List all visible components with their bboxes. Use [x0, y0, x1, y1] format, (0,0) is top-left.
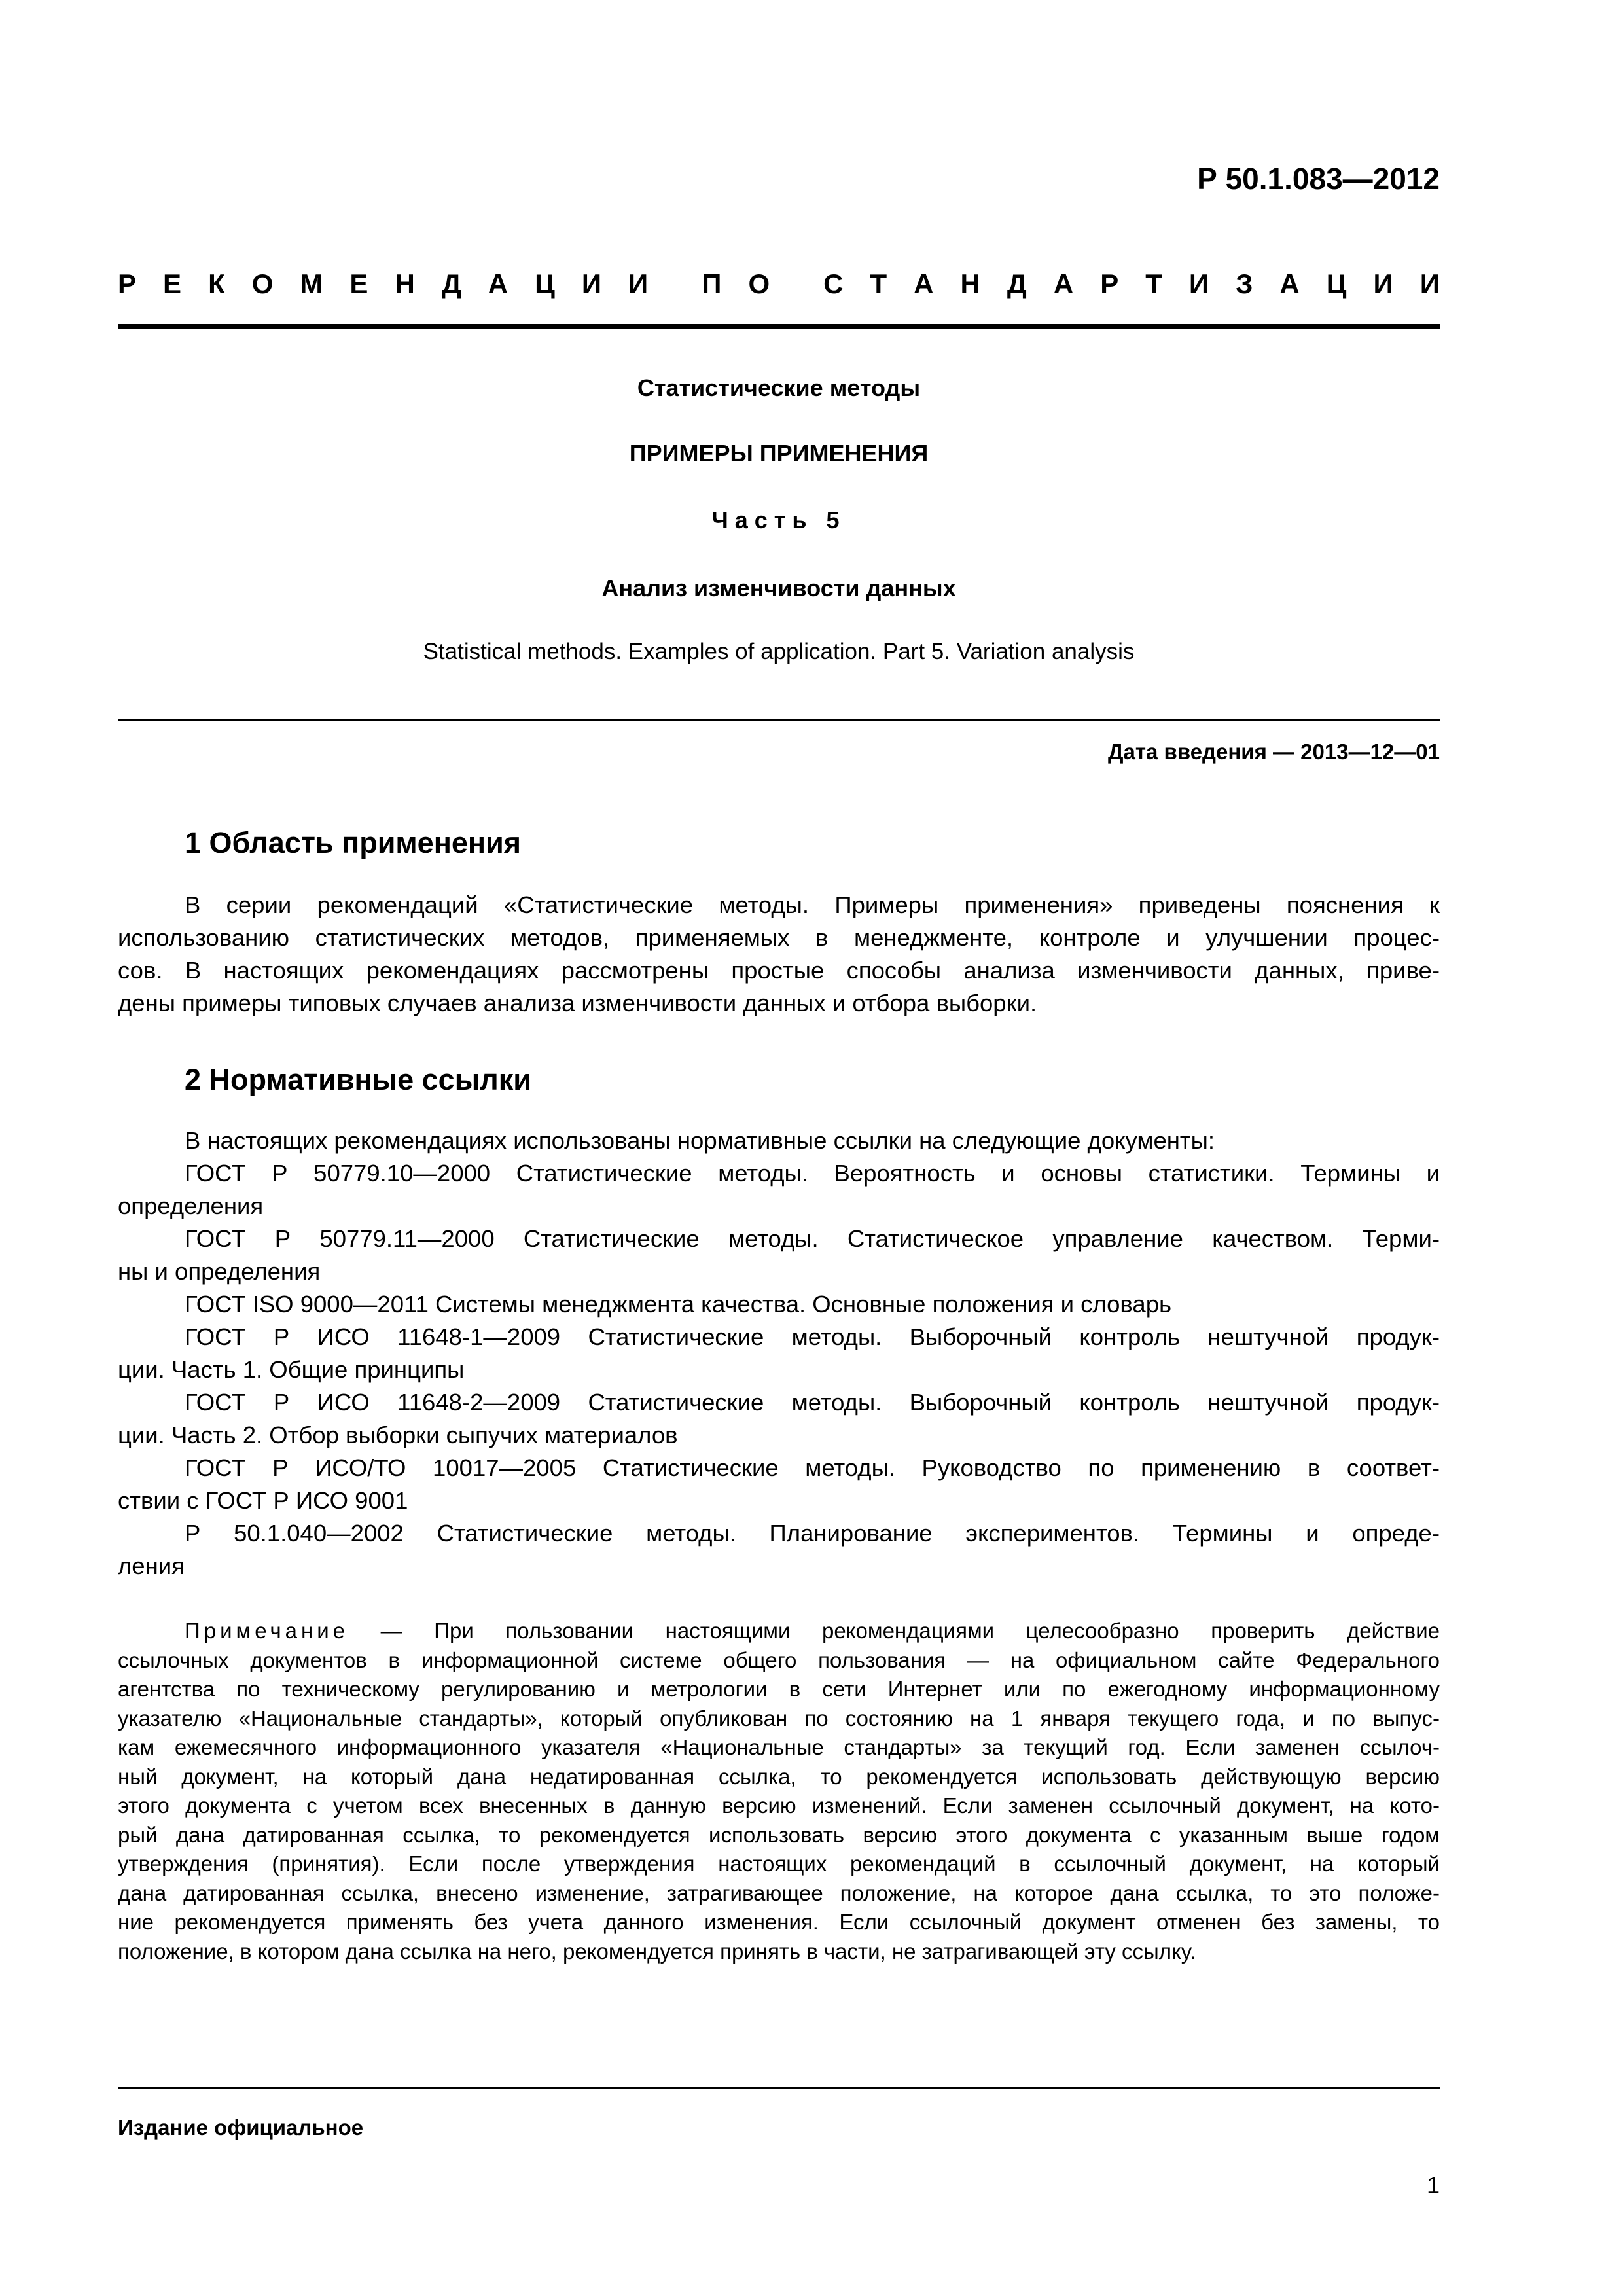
note-line: положение, в котором дана ссылка на него, рекомендуется принять в части, не затрагивающей эту ссылку. [118, 1939, 1196, 1964]
paragraph-line: дены примеры типовых случаев анализа изменчивости данных и отбора выборки. [118, 990, 1037, 1016]
title-english: Statistical methods. Examples of application. Part 5. Variation analysis [423, 639, 1135, 664]
reference-line: ГОСТ Р 50779.10—2000 Статистические методы. Вероятность и основы статистики. Термины и [185, 1160, 1440, 1187]
reference-line: ГОСТ Р ИСО/ТО 10017—2005 Статистические методы. Руководство по применению в соответ- [185, 1454, 1440, 1481]
series-title-letter: А [1279, 268, 1300, 299]
series-title-letter: Ц [1326, 268, 1347, 299]
reference-line: определения [118, 1193, 264, 1219]
note-line: указателю «Национальные стандарты», который опубликован по состоянию на 1 января текущего года, и по выпус- [118, 1706, 1440, 1731]
series-title-letter: О [748, 268, 770, 299]
series-title-letter: И [1188, 268, 1209, 299]
series-title-letter: И [1373, 268, 1393, 299]
series-title-letter: Р [1100, 268, 1119, 299]
title-line-1: Статистические методы [637, 374, 921, 401]
series-title-letter: К [208, 268, 225, 299]
series-title-letter: Т [1145, 268, 1162, 299]
reference-line: ГОСТ Р ИСО 11648-1—2009 Статистические методы. Выборочный контроль нештучной продук- [185, 1323, 1440, 1350]
paragraph-line: сов. В настоящих рекомендациях рассмотрены простые способы анализа изменчивости данных, приве- [118, 957, 1440, 984]
reference-line: ления [118, 1552, 185, 1579]
paragraph-line: использованию статистических методов, применяемых в менеджменте, контроле и улучшении процес- [118, 924, 1440, 951]
reference-line: ции. Часть 2. Отбор выборки сыпучих материалов [118, 1422, 678, 1448]
series-title-letter: А [1053, 268, 1074, 299]
footer-rule [118, 2087, 1440, 2089]
reference-line: ции. Часть 1. Общие принципы [118, 1356, 465, 1383]
series-title-letter: Т [870, 268, 887, 299]
reference-line: ГОСТ ISO 9000—2011 Системы менеджмента качества. Основные положения и словарь [185, 1291, 1172, 1318]
series-title-letter: Н [395, 268, 415, 299]
note-line: дана датированная ссылка, внесено изменение, затрагивающее положение, на которое дана ссылка, то это положе- [118, 1880, 1440, 1905]
series-title-letter: Е [349, 268, 368, 299]
edition-label: Издание официальное [118, 2115, 364, 2140]
header-rule [118, 324, 1440, 329]
note-first-line [118, 1617, 1440, 1646]
note-first-line-text: — При пользовании настоящими рекомендациями целесообразно проверить действие [349, 1619, 1440, 1643]
reference-line: ГОСТ Р ИСО 11648-2—2009 Статистические методы. Выборочный контроль нештучной продук- [185, 1389, 1440, 1416]
paragraph-line: В настоящих рекомендациях использованы нормативные ссылки на следующие документы: [185, 1127, 1215, 1154]
note-line: агентства по техническому регулированию и метрологии в сети Интернет или по ежегодному информационному [118, 1677, 1440, 1701]
series-title-letter: А [914, 268, 934, 299]
series-title-letter: Н [960, 268, 980, 299]
reference-line: ны и определения [118, 1258, 321, 1285]
note-line: кам ежемесячного информационного указателя «Национальные стандарты» за текущий год. Если заменен ссылоч- [118, 1735, 1440, 1759]
series-title-letter: М [300, 268, 323, 299]
note-line: ный документ, на который дана недатированная ссылка, то рекомендуется использовать действующую версию [118, 1764, 1440, 1789]
series-title-letter: Д [1007, 268, 1027, 299]
reference-line: ГОСТ Р 50779.11—2000 Статистические методы. Статистическое управление качеством. Терми- [185, 1225, 1440, 1252]
series-title-letter: Р [118, 268, 137, 299]
note-line: этого документа с учетом всех внесенных в данную версию изменений. Если заменен ссылочный документ, на кото- [118, 1793, 1440, 1818]
note-block [118, 1617, 1440, 1966]
series-title-letter: Е [163, 268, 182, 299]
series-title-letter: И [1419, 268, 1440, 299]
note-line: ссылочных документов в информационной системе общего пользования — на официальном сайте Федерального [118, 1647, 1440, 1672]
paragraph-line: В серии рекомендаций «Статистические методы. Примеры применения» приведены пояснения к [185, 891, 1440, 918]
series-title-letter: Ц [535, 268, 555, 299]
note-line: ние рекомендуется применять без учета данного изменения. Если ссылочный документ отменен без замены, то [118, 1910, 1440, 1934]
section-1-body [118, 889, 1440, 1020]
series-title-letter: З [1236, 268, 1253, 299]
series-title-letter: А [488, 268, 508, 299]
series-title-letter: О [251, 268, 274, 299]
series-title-letter: С [823, 268, 844, 299]
series-title-letter: П [702, 268, 722, 299]
reference-line: Р 50.1.040—2002 Статистические методы. Планирование экспериментов. Термины и опреде- [185, 1520, 1440, 1547]
title-line-2: ПРИМЕРЫ ПРИМЕНЕНИЯ [629, 440, 929, 467]
reference-line: ствии с ГОСТ Р ИСО 9001 [118, 1487, 408, 1514]
date-of-introduction: Дата введения — 2013—12—01 [1108, 740, 1440, 764]
section-2-body [118, 1124, 1440, 1583]
title-line-4: Анализ изменчивости данных [601, 575, 956, 601]
series-title-letter: И [581, 268, 601, 299]
note-line: утверждения (принятия). Если после утверждения настоящих рекомендаций в ссылочный документ, на который [118, 1852, 1440, 1876]
title-part: Часть 5 [711, 507, 846, 533]
title-rule [118, 719, 1440, 721]
section-2-heading: 2 Нормативные ссылки [185, 1063, 531, 1096]
page-number: 1 [1426, 2172, 1440, 2198]
document-code: Р 50.1.083—2012 [1197, 162, 1440, 196]
series-title-letter: Д [441, 268, 461, 299]
series-title [118, 268, 1440, 300]
series-title-letter: И [628, 268, 649, 299]
note-label: Примечание [185, 1619, 349, 1643]
note-line: рый дана датированная ссылка, то рекомендуется использовать версию этого документа с указанным выше годом [118, 1822, 1440, 1847]
section-1-heading: 1 Область применения [185, 826, 522, 859]
